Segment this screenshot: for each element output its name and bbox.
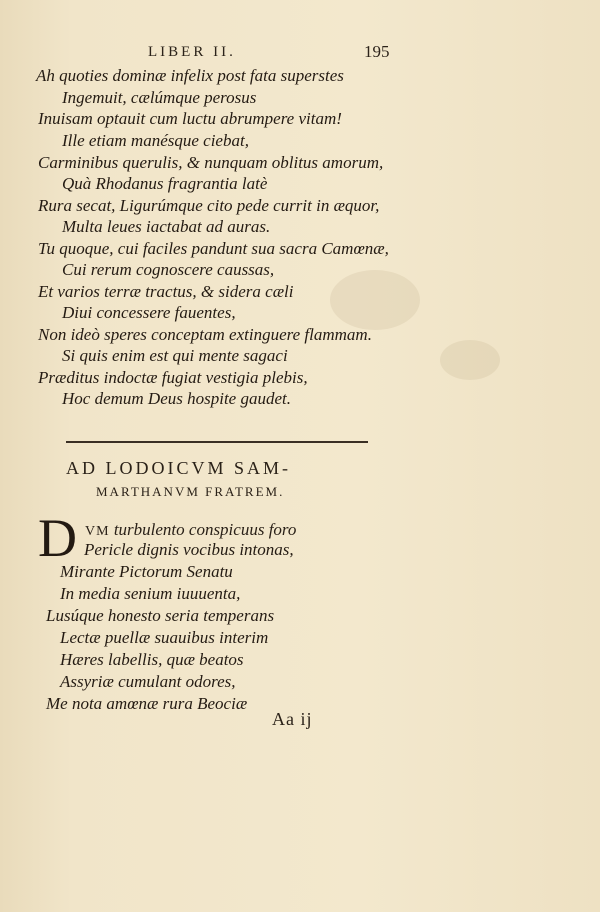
verse-line: Me nota amœnæ rura Beociæ (46, 694, 248, 713)
verse-line: Non ideò speres conceptam extinguere flammam. (38, 325, 372, 344)
running-title: LIBER II. (148, 44, 236, 60)
verse-line: Ille etiam manésque ciebat, (62, 131, 249, 150)
verse-line: Cui rerum cognoscere caussas, (62, 260, 275, 279)
verse-line: Et varios terræ tractus, & sidera cæli (38, 282, 294, 301)
verse-line: Assyriæ cumulant odores, (60, 672, 236, 691)
verse-line: Rura secat, Ligurúmque cito pede currit in æquor, (38, 196, 380, 215)
verse-line: Præditus indoctæ fugiat vestigia plebis, (38, 368, 308, 387)
verse-line: Hoc demum Deus hospite gaudet. (62, 389, 291, 408)
signature-mark: Aa ij (272, 709, 313, 729)
section-subheading: MARTHANVM FRATREM. (96, 484, 285, 499)
verse-line: Si quis enim est qui mente sagaci (62, 346, 288, 365)
first-line-smallcaps: VM (85, 524, 110, 539)
drop-cap: D (38, 508, 77, 568)
running-head (0, 40, 600, 64)
verse-line: Lusúque honesto seria temperans (46, 606, 275, 625)
verse-line: Quà Rhodanus fragrantia latè (62, 174, 268, 193)
verse-line: Tu quoque, cui faciles pandunt sua sacra Camœnæ, (38, 239, 389, 258)
verse-line: Lectæ puellæ suauibus interim (60, 628, 269, 647)
verse-line: Ingemuit, cælúmque perosus (62, 88, 257, 107)
verse-line: Mirante Pictorum Senatu (60, 562, 233, 581)
verse-line: In media senium iuuuenta, (60, 584, 241, 603)
verse-line: Multa leues iactabat ad auras. (62, 217, 271, 236)
verse-line: Carminibus querulis, & nunquam oblitus amorum, (38, 153, 384, 172)
first-line-text: turbulento conspicuus foro (113, 520, 297, 539)
page-number: 195 (364, 42, 390, 61)
first-verse-line (85, 520, 296, 542)
verse-line: Hæres labellis, quæ beatos (60, 650, 244, 669)
verse-line: Inuisam optauit cum luctu abrumpere vitam! (38, 109, 342, 128)
verse-line: Ah quoties dominæ infelix post fata superstes (36, 66, 344, 85)
verse-line: Diui concessere fauentes, (62, 303, 236, 322)
paper-stain (440, 340, 500, 380)
section-divider (66, 441, 368, 443)
section-heading: AD LODOICVM SAM- (66, 458, 292, 478)
verse-line: Pericle dignis vocibus intonas, (84, 540, 294, 559)
paper-stain (330, 270, 420, 330)
